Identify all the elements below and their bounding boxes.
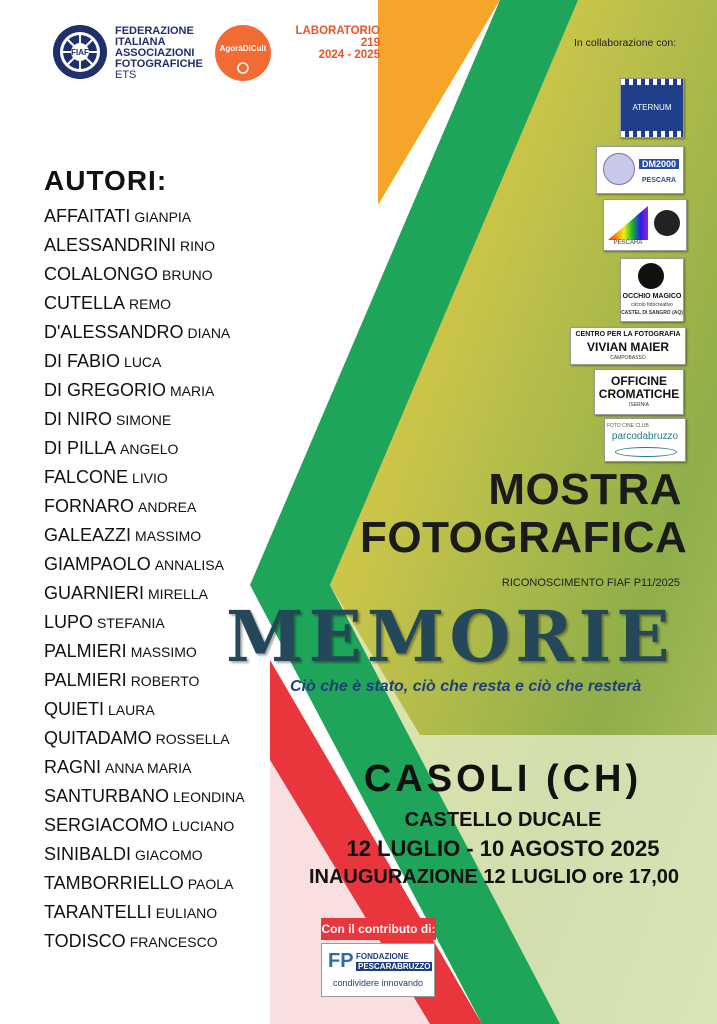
contribution-label: Con il contributo di: xyxy=(321,918,436,940)
occhio-magico-logo xyxy=(620,258,684,322)
occhio-sub: circolo fotocreativo xyxy=(631,302,673,308)
author-entry xyxy=(44,902,217,923)
parco-pre: FOTO CINE CLUB xyxy=(607,423,649,429)
author-entry xyxy=(44,554,224,575)
author-name: RINO xyxy=(180,238,216,254)
aternum-name: ATERNUM xyxy=(632,103,672,112)
author-name: ROSSELLA xyxy=(155,731,230,747)
lab-line: LABORATORIO 219 xyxy=(295,25,380,49)
fp-tagline: condividere innovando xyxy=(332,978,424,988)
author-name: GIANPIA xyxy=(134,209,192,225)
author-entry xyxy=(44,815,234,836)
dm2000-label: DM2000 xyxy=(639,159,679,169)
film-strip-icon xyxy=(621,131,683,137)
author-name: REMO xyxy=(129,296,172,312)
lens-icon xyxy=(654,210,680,236)
location-city: CASOLI (CH) xyxy=(363,758,643,800)
vivian-maier-logo xyxy=(570,327,686,365)
author-surname: D'ALESSANDRO xyxy=(44,322,184,342)
author-name: LUCIANO xyxy=(172,818,235,834)
author-surname: QUITADAMO xyxy=(44,728,152,748)
author-name: BRUNO xyxy=(162,267,213,283)
author-entry xyxy=(44,641,197,662)
parco-name: parcodabruzzo xyxy=(611,431,679,442)
author-name: GIACOMO xyxy=(135,847,203,863)
author-surname: ALESSANDRINI xyxy=(44,235,177,255)
lab-line: 2024 - 2025 xyxy=(318,49,380,61)
fiaf-line: ITALIANA xyxy=(115,36,166,48)
fp-name1: FONDAZIONE xyxy=(356,952,409,961)
author-entry xyxy=(44,206,191,227)
author-surname: TAMBORRIELLO xyxy=(44,873,184,893)
fiaf-line: ASSOCIAZIONI xyxy=(115,47,195,59)
author-name: MARIA xyxy=(170,383,215,399)
exhibition-heading xyxy=(360,465,688,562)
fondazione-logo xyxy=(321,943,435,997)
author-name: EULIANO xyxy=(155,905,218,921)
exhibition-subtitle: Ciò che è stato, ciò che resta e ciò che resterà xyxy=(290,678,642,695)
laboratorio-label xyxy=(276,25,380,61)
mostra-text: MOSTRA xyxy=(488,465,682,514)
dm2000-city: PESCARA xyxy=(641,177,677,184)
fiaf-logo-icon xyxy=(52,24,108,80)
author-entry xyxy=(44,351,161,372)
author-surname: TARANTELLI xyxy=(44,902,152,922)
author-surname: DI PILLA xyxy=(44,438,117,458)
author-entry xyxy=(44,264,213,285)
author-entry xyxy=(44,699,155,720)
author-entry xyxy=(44,235,215,256)
officine-city: ISERNIA xyxy=(628,402,649,408)
author-surname: QUIETI xyxy=(44,699,105,719)
author-surname: SERGIACOMO xyxy=(44,815,169,835)
occhio-city: CASTEL DI SANGRO (AQ) xyxy=(621,310,683,316)
inauguration: INAUGURAZIONE 12 LUGLIO ore 17,00 xyxy=(308,866,680,888)
fiaf-logo-text: FIAF xyxy=(71,48,89,57)
parcodabruzzo-logo xyxy=(604,418,686,462)
agora-name: AgoràDiCult xyxy=(219,44,267,53)
author-entry xyxy=(44,467,168,488)
author-surname: SINIBALDI xyxy=(44,844,132,864)
author-surname: GIAMPAOLO xyxy=(44,554,151,574)
author-name: ANNA MARIA xyxy=(105,760,192,776)
ring-icon xyxy=(615,447,677,457)
author-entry xyxy=(44,409,171,430)
author-surname: SANTURBANO xyxy=(44,786,170,806)
author-entry xyxy=(44,322,230,343)
author-surname: PALMIERI xyxy=(44,641,127,661)
agora-logo-icon xyxy=(214,24,272,82)
author-surname: GUARNIERI xyxy=(44,583,145,603)
exhibition-title: MEMORIE xyxy=(226,595,675,678)
author-entry xyxy=(44,728,230,749)
fiaf-line: ETS xyxy=(115,69,137,81)
author-entry xyxy=(44,612,165,633)
author-name: LAURA xyxy=(108,702,155,718)
location-venue: CASTELLO DUCALE xyxy=(404,809,602,831)
officine-cromatiche-logo xyxy=(594,369,684,415)
fotografica-text: FOTOGRAFICA xyxy=(360,513,688,562)
exhibition-dates: 12 LUGLIO - 10 AGOSTO 2025 xyxy=(346,836,660,861)
riconoscimento: RICONOSCIMENTO FIAF P11/2025 xyxy=(501,577,680,589)
sorgente-logo xyxy=(603,199,687,251)
author-name: LIVIO xyxy=(132,470,168,486)
author-surname: AFFAITATI xyxy=(44,206,131,226)
author-surname: FALCONE xyxy=(44,467,129,487)
author-surname: DI GREGORIO xyxy=(44,380,167,400)
author-entry xyxy=(44,438,178,459)
fiaf-name xyxy=(115,26,203,81)
author-entry xyxy=(44,844,203,865)
author-name: MIRELLA xyxy=(148,586,208,602)
vivian-line2: VIVIAN MAIER xyxy=(586,340,669,354)
author-entry xyxy=(44,525,201,546)
officine-line1: OFFICINE xyxy=(611,374,667,388)
vivian-city: CAMPOBASSO xyxy=(610,355,646,361)
author-surname: CUTELLA xyxy=(44,293,126,313)
circle-emblem-icon xyxy=(603,153,635,185)
occhio-name: OCCHIO MAGICO xyxy=(622,293,682,300)
author-surname: DI NIRO xyxy=(44,409,113,429)
author-name: PAOLA xyxy=(187,876,234,892)
author-name: SIMONE xyxy=(116,412,172,428)
author-entry xyxy=(44,496,196,517)
author-surname: PALMIERI xyxy=(44,670,127,690)
author-entry xyxy=(44,757,191,778)
author-surname: COLALONGO xyxy=(44,264,159,284)
author-entry xyxy=(44,670,199,691)
author-name: ANGELO xyxy=(120,441,179,457)
author-name: LUCA xyxy=(124,354,162,370)
author-surname: RAGNI xyxy=(44,757,102,777)
author-name: MASSIMO xyxy=(135,528,202,544)
author-surname: DI FABIO xyxy=(44,351,121,371)
author-entry xyxy=(44,931,218,952)
author-entry xyxy=(44,583,208,604)
fp-name2: PESCARABRUZZO xyxy=(358,962,431,971)
author-name: ANNALISA xyxy=(154,557,224,573)
author-entry xyxy=(44,380,214,401)
vivian-line1: CENTRO PER LA FOTOGRAFIA xyxy=(575,331,681,338)
fp-mark: FP xyxy=(328,950,354,972)
author-name: STEFANIA xyxy=(97,615,165,631)
aternum-logo xyxy=(620,78,684,138)
author-surname: FORNARO xyxy=(44,496,134,516)
author-name: LEONDINA xyxy=(173,789,245,805)
author-name: ANDREA xyxy=(138,499,197,515)
author-name: MASSIMO xyxy=(130,644,197,660)
officine-line2: CROMATICHE xyxy=(598,387,680,401)
sorgente-city: PESCARA xyxy=(613,240,643,246)
film-strip-icon xyxy=(621,79,683,85)
authors-title: AUTORI: xyxy=(44,165,168,196)
author-name: ROBERTO xyxy=(130,673,200,689)
author-surname: GALEAZZI xyxy=(44,525,132,545)
author-name: DIANA xyxy=(187,325,231,341)
author-entry xyxy=(44,786,245,807)
collaboration-label: In collaborazione con: xyxy=(574,37,677,49)
author-surname: TODISCO xyxy=(44,931,126,951)
fiaf-line: FEDERAZIONE xyxy=(115,25,194,37)
author-entry xyxy=(44,293,171,314)
rainbow-icon xyxy=(608,206,648,240)
author-name: FRANCESCO xyxy=(129,934,218,950)
eye-icon xyxy=(638,263,664,289)
author-entry xyxy=(44,873,233,894)
fiaf-line: FOTOGRAFICHE xyxy=(115,58,203,70)
author-surname: LUPO xyxy=(44,612,94,632)
dm2000-logo xyxy=(596,146,684,194)
